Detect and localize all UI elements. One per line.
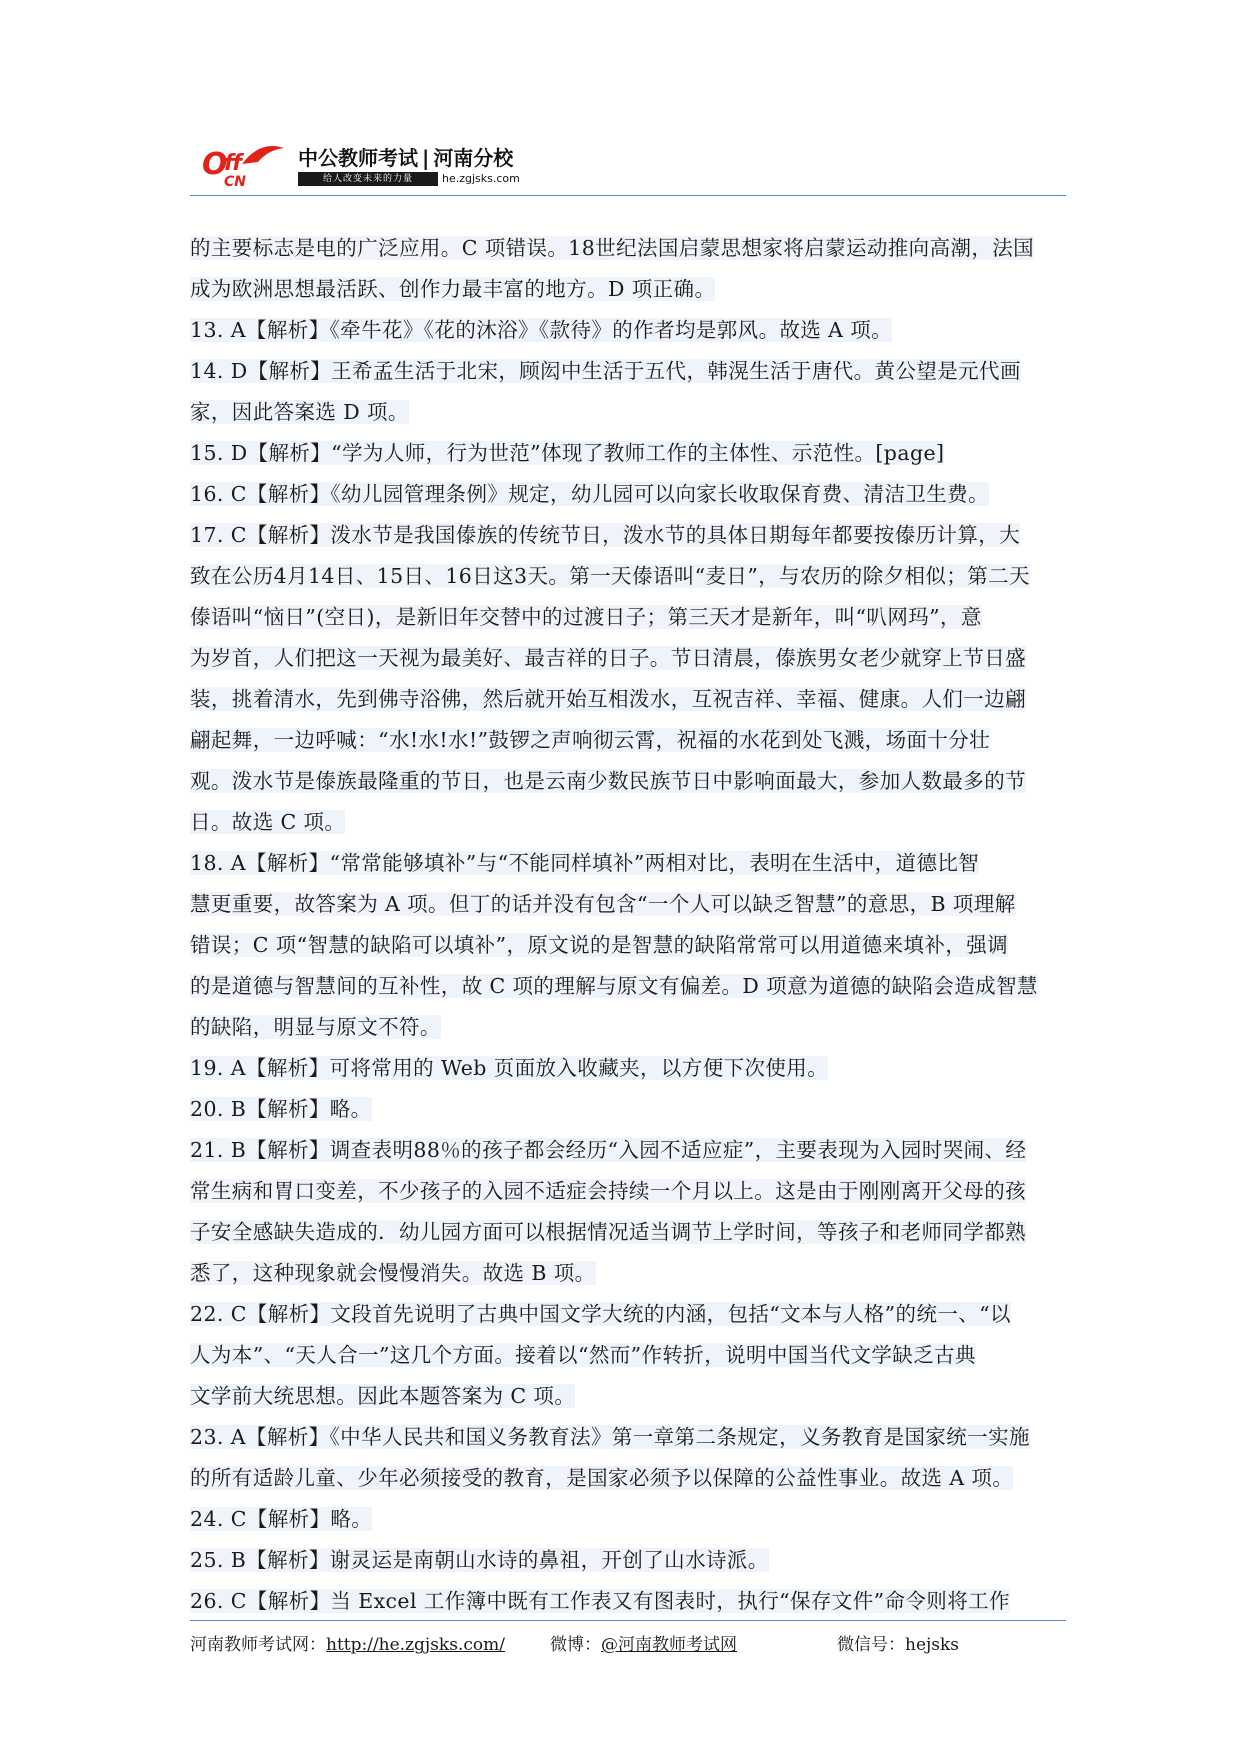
text-line-content: 的缺陷，明显与原文不符。 bbox=[190, 1015, 441, 1039]
text-line bbox=[190, 1212, 1066, 1253]
text-line-content: 人为本”、“天人合一”这几个方面。接着以“然而”作转折，说明中国当代文学缺乏古典 bbox=[190, 1343, 976, 1367]
text-line-content: 26. C【解析】当 Excel 工作簿中既有工作表又有图表时，执行“保存文件”命令则将工作 bbox=[190, 1589, 1010, 1613]
text-line bbox=[190, 392, 1066, 433]
footer-site-link[interactable]: http://he.zgjsks.com/ bbox=[326, 1635, 505, 1655]
footer-divider bbox=[190, 1620, 1066, 1621]
text-line bbox=[190, 720, 1066, 761]
answer-explanations bbox=[190, 228, 1066, 1622]
text-line-content: 观。泼水节是傣族最隆重的节日，也是云南少数民族节日中影响面最大，参加人数最多的节 bbox=[190, 769, 1026, 793]
text-line bbox=[190, 597, 1066, 638]
text-line bbox=[190, 1253, 1066, 1294]
text-line bbox=[190, 1335, 1066, 1376]
text-line bbox=[190, 925, 1066, 966]
footer-weibo-link[interactable]: @河南教师考试网 bbox=[601, 1635, 737, 1655]
text-line-content: 文学前大统思想。因此本题答案为 C 项。 bbox=[190, 1384, 576, 1408]
text-line-content: 的主要标志是电的广泛应用。C 项错误。18世纪法国启蒙思想家将启蒙运动推向高潮，法国 bbox=[190, 236, 1035, 260]
text-line bbox=[190, 1376, 1066, 1417]
text-line-content: 24. C【解析】略。 bbox=[190, 1507, 373, 1531]
text-line-content: 18. A【解析】“常常能够填补”与“不能同样填补”两相对比，表明在生活中，道德比智 bbox=[190, 851, 980, 875]
svg-text:ff: ff bbox=[224, 151, 243, 176]
text-line bbox=[190, 1294, 1066, 1335]
text-line-content: 致在公历4月14日、15日、16日这3天。第一天傣语叫“麦日”，与农历的除夕相似；第二天 bbox=[190, 564, 1030, 588]
text-line-content: 为岁首，人们把这一天视为最美好、最吉祥的日子。节日清晨，傣族男女老少就穿上节日盛 bbox=[190, 646, 1026, 670]
text-line-content: 14. D【解析】王希孟生活于北宋，顾闳中生活于五代，韩滉生活于唐代。黄公望是元代画 bbox=[190, 359, 1021, 383]
text-line bbox=[190, 515, 1066, 556]
text-line bbox=[190, 1171, 1066, 1212]
text-line bbox=[190, 679, 1066, 720]
brand-name: 中公教师考试 bbox=[298, 146, 418, 170]
text-line bbox=[190, 556, 1066, 597]
svg-text:O: O bbox=[202, 147, 228, 182]
text-line-content: 装，挑着清水，先到佛寺浴佛，然后就开始互相泼水，互祝吉祥、幸福、健康。人们一边翩 bbox=[190, 687, 1026, 711]
text-line bbox=[190, 1048, 1066, 1089]
text-line bbox=[190, 269, 1066, 310]
text-line bbox=[190, 433, 1066, 474]
text-line-content: 悉了，这种现象就会慢慢消失。故选 B 项。 bbox=[190, 1261, 596, 1285]
text-line bbox=[190, 884, 1066, 925]
text-line bbox=[190, 1458, 1066, 1499]
offcn-logo bbox=[202, 142, 292, 188]
header-divider bbox=[190, 195, 1066, 196]
text-line-content: 常生病和胃口变差，不少孩子的入园不适症会持续一个月以上。这是由于刚刚离开父母的孩 bbox=[190, 1179, 1026, 1203]
text-line bbox=[190, 1540, 1066, 1581]
text-line bbox=[190, 843, 1066, 884]
footer-weibo-label: 微博： bbox=[550, 1635, 601, 1655]
text-line bbox=[190, 351, 1066, 392]
text-line-content: 21. B【解析】调查表明88％的孩子都会经历“入园不适应症”，主要表现为入园时哭闹、经 bbox=[190, 1138, 1027, 1162]
text-line-content: 的所有适龄儿童、少年必须接受的教育，是国家必须予以保障的公益性事业。故选 A 项。 bbox=[190, 1466, 1014, 1490]
text-line bbox=[190, 1089, 1066, 1130]
text-line bbox=[190, 802, 1066, 843]
footer-site-label: 河南教师考试网： bbox=[190, 1635, 326, 1655]
text-line-content: 错误；C 项“智慧的缺陷可以填补”，原文说的是智慧的缺陷常常可以用道德来填补，强调 bbox=[190, 933, 1009, 957]
text-line-content: 13. A【解析】《牵牛花》《花的沐浴》《款待》的作者均是郭风。故选 A 项。 bbox=[190, 318, 893, 342]
text-line-content: 日。故选 C 项。 bbox=[190, 810, 346, 834]
text-line-content: 20. B【解析】略。 bbox=[190, 1097, 372, 1121]
svg-text:CN: CN bbox=[224, 174, 246, 188]
text-line-content: 23. A【解析】《中华人民共和国义务教育法》第一章第二条规定，义务教育是国家统一实施 bbox=[190, 1425, 1030, 1449]
text-line-content: 慧更重要，故答案为 A 项。但丁的话并没有包含“一个人可以缺乏智慧”的意思，B 项理解 bbox=[190, 892, 1016, 916]
text-line bbox=[190, 474, 1066, 515]
brand-url: he.zgjsks.com bbox=[442, 172, 520, 185]
text-line-content: 家，因此答案选 D 项。 bbox=[190, 400, 409, 424]
text-line bbox=[190, 1007, 1066, 1048]
text-line-content: 翩起舞，一边呼喊：“水!水!水!”鼓锣之声响彻云霄，祝福的水花到处飞溅，场面十分壮 bbox=[190, 728, 991, 752]
text-line bbox=[190, 761, 1066, 802]
logo-title bbox=[298, 142, 513, 171]
page-footer bbox=[190, 1630, 1066, 1660]
text-line-content: 傣语叫“恼日”(空日)，是新旧年交替中的过渡日子；第三天才是新年，叫“叭网玛”，意 bbox=[190, 605, 982, 629]
text-line bbox=[190, 1581, 1066, 1622]
branch-name: 河南分校 bbox=[433, 146, 514, 170]
text-line-content: 的是道德与智慧间的互补性，故 C 项的理解与原文有偏差。D 项意为道德的缺陷会造成智慧 bbox=[190, 974, 1038, 998]
page-header bbox=[190, 138, 1066, 194]
text-line-content: 25. B【解析】谢灵运是南朝山水诗的鼻祖，开创了山水诗派。 bbox=[190, 1548, 769, 1572]
text-line-content: 子安全感缺失造成的．幼儿园方面可以根据情况适当调节上学时间，等孩子和老师同学都熟 bbox=[190, 1220, 1026, 1244]
brand-separator: | bbox=[422, 146, 430, 170]
text-line bbox=[190, 228, 1066, 269]
text-line-content: 19. A【解析】可将常用的 Web 页面放入收藏夹，以方便下次使用。 bbox=[190, 1056, 829, 1080]
text-line-content: 22. C【解析】文段首先说明了古典中国文学大统的内涵，包括“文本与人格”的统一、“以 bbox=[190, 1302, 1011, 1326]
text-line-content: 16. C【解析】《幼儿园管理条例》规定，幼儿园可以向家长收取保育费、清洁卫生费。 bbox=[190, 482, 989, 506]
text-line-content: 15. D【解析】“学为人师，行为世范”体现了教师工作的主体性、示范性。[page] bbox=[190, 441, 945, 465]
text-line bbox=[190, 1417, 1066, 1458]
text-line bbox=[190, 310, 1066, 351]
text-line bbox=[190, 1130, 1066, 1171]
text-line-content: 成为欧洲思想最活跃、创作力最丰富的地方。D 项正确。 bbox=[190, 277, 716, 301]
footer-site bbox=[190, 1630, 505, 1660]
text-line-content: 17. C【解析】泼水节是我国傣族的传统节日，泼水节的具体日期每年都要按傣历计算，大 bbox=[190, 523, 1021, 547]
footer-wechat: 微信号：hejsks bbox=[837, 1635, 960, 1655]
text-line bbox=[190, 966, 1066, 1007]
footer-weibo bbox=[550, 1630, 737, 1660]
text-line bbox=[190, 1499, 1066, 1540]
brand-slogan: 给人改变未来的力量 bbox=[298, 172, 438, 186]
text-line bbox=[190, 638, 1066, 679]
